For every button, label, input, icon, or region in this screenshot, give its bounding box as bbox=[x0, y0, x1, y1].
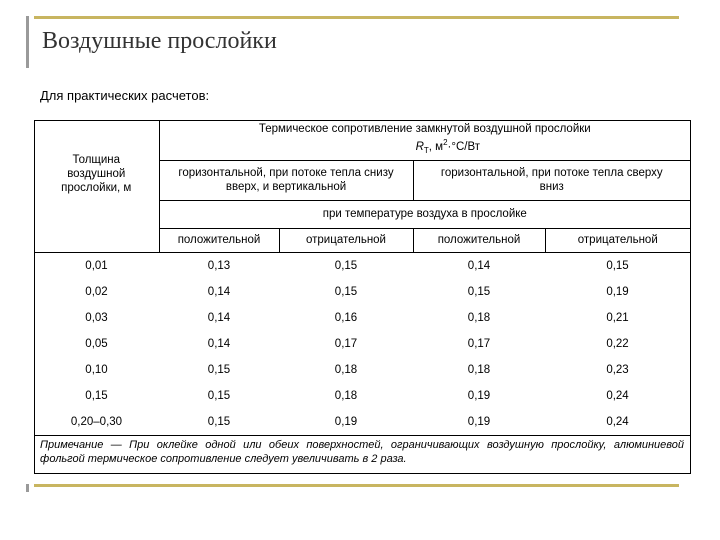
value-cell: 0,24 bbox=[606, 389, 629, 402]
resistance-unit-sup: 2 bbox=[443, 137, 448, 147]
thickness-cell: 0,01 bbox=[85, 259, 108, 272]
thickness-cell: 0,05 bbox=[85, 337, 108, 350]
value-cell: 0,15 bbox=[207, 389, 231, 402]
resistance-unit-suffix: ·°С/Вт bbox=[447, 140, 481, 153]
value-cell: 0,14 bbox=[207, 311, 231, 324]
thickness-cell: 0,20–0,30 bbox=[70, 415, 123, 428]
sign-col-1: положительной bbox=[159, 228, 279, 252]
value-cell: 0,21 bbox=[606, 311, 629, 324]
thickness-cell: 0,10 bbox=[85, 363, 108, 376]
table-row bbox=[34, 279, 690, 305]
value-cell: 0,14 bbox=[467, 259, 491, 272]
note-label: Примечание bbox=[40, 438, 104, 451]
value-cell: 0,13 bbox=[207, 259, 231, 272]
slide-subtitle: Для практических расчетов: bbox=[40, 88, 210, 103]
resistance-table bbox=[34, 120, 690, 472]
group-header-up bbox=[159, 160, 413, 200]
resistance-unit-prefix: , м bbox=[428, 140, 444, 153]
sign-col-4: отрицательной bbox=[545, 228, 690, 252]
thickness-header-text: Толщина воздушной прослойки, м bbox=[61, 154, 132, 194]
sign-col-3: положительной bbox=[413, 228, 545, 252]
value-cell: 0,18 bbox=[334, 389, 358, 402]
resistance-header-unit bbox=[160, 136, 691, 158]
bottom-accent-rule bbox=[34, 484, 679, 487]
group-header-down bbox=[413, 160, 690, 200]
table-row bbox=[34, 305, 690, 331]
value-cell: 0,24 bbox=[606, 415, 629, 428]
top-accent-rule bbox=[34, 16, 679, 19]
value-cell: 0,18 bbox=[467, 363, 491, 376]
table-row bbox=[34, 252, 690, 279]
value-cell: 0,15 bbox=[334, 259, 358, 272]
value-cell: 0,18 bbox=[334, 363, 358, 376]
left-accent-bar-bottom bbox=[26, 484, 29, 492]
value-cell: 0,23 bbox=[606, 363, 629, 376]
note-text: — При оклейке одной или обеих поверхностей, ограничивающих воздушную прослойку, алюминиевой фольгой термическое сопротивление следует увеличивать в 2 раза. bbox=[40, 438, 685, 465]
value-cell: 0,19 bbox=[606, 285, 629, 298]
thickness-cell: 0,03 bbox=[85, 311, 108, 324]
value-cell: 0,19 bbox=[334, 415, 358, 428]
value-cell: 0,14 bbox=[207, 337, 231, 350]
resistance-symbol: R bbox=[415, 140, 424, 153]
table-row bbox=[34, 357, 690, 383]
table-note bbox=[34, 435, 690, 472]
table-row bbox=[34, 331, 690, 357]
resistance-subscript: T bbox=[423, 145, 429, 155]
left-accent-bar bbox=[26, 16, 29, 68]
value-cell: 0,18 bbox=[467, 311, 491, 324]
thickness-cell: 0,15 bbox=[85, 389, 108, 402]
value-cell: 0,19 bbox=[467, 415, 491, 428]
value-cell: 0,15 bbox=[606, 259, 629, 272]
group-header-down-text: горизонтальной, при потоке тепла сверху вниз bbox=[440, 167, 663, 193]
value-cell: 0,14 bbox=[207, 285, 231, 298]
value-cell: 0,19 bbox=[467, 389, 491, 402]
value-cell: 0,17 bbox=[334, 337, 358, 350]
value-cell: 0,15 bbox=[334, 285, 358, 298]
value-cell: 0,17 bbox=[467, 337, 491, 350]
value-cell: 0,16 bbox=[334, 311, 358, 324]
resistance-header bbox=[159, 120, 690, 160]
value-cell: 0,15 bbox=[207, 415, 231, 428]
value-cell: 0,22 bbox=[606, 337, 629, 350]
temperature-header: при температуре воздуха в прослойке bbox=[159, 200, 690, 228]
slide-title: Воздушные прослойки bbox=[42, 28, 277, 54]
thickness-header bbox=[34, 120, 159, 228]
group-header-up-text: горизонтальной, при потоке тепла снизу вверх, и вертикальной bbox=[178, 167, 394, 193]
table-row bbox=[34, 383, 690, 409]
thickness-header-spacer bbox=[34, 228, 159, 252]
value-cell: 0,15 bbox=[207, 363, 231, 376]
table-row bbox=[34, 409, 690, 436]
resistance-header-line1: Термическое сопротивление замкнутой воздушной прослойки bbox=[258, 122, 591, 135]
thickness-cell: 0,02 bbox=[85, 285, 108, 298]
value-cell: 0,15 bbox=[467, 285, 491, 298]
sign-col-2: отрицательной bbox=[279, 228, 413, 252]
